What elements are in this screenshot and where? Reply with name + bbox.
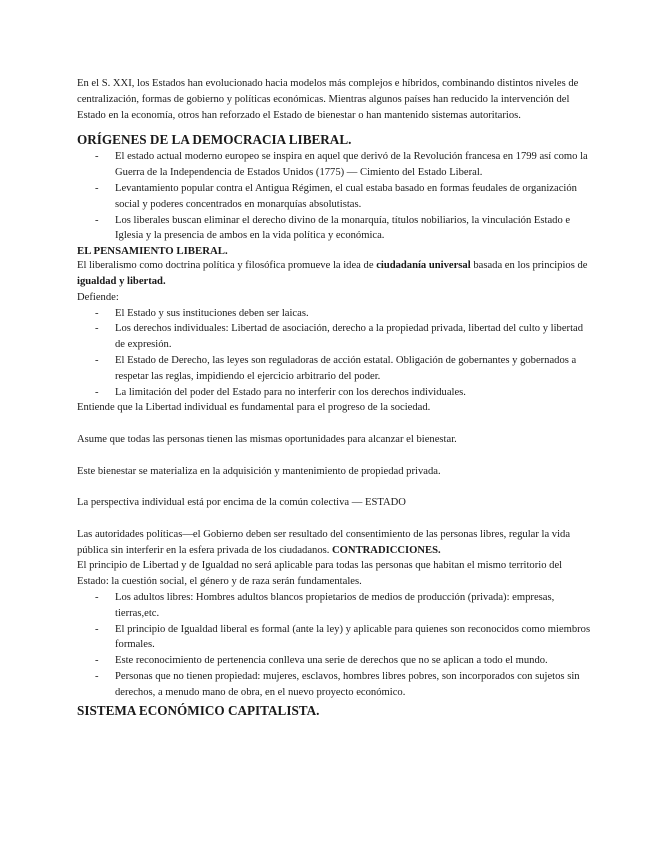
libertad-paragraph: Entiende que la Libertad individual es fundamental para el progreso de la sociedad. bbox=[77, 402, 431, 414]
principio-paragraph: El principio de Libertad y de Igualdad no será aplicable para todas las personas que habitan el mismo territorio del Estado: la cuestión social, el género y de raza serán fundamentales. bbox=[77, 560, 563, 588]
origenes-list bbox=[77, 149, 595, 244]
contradicciones-bold: CONTRADICCIONES. bbox=[332, 544, 441, 556]
heading-pensamiento: EL PENSAMIENTO LIBERAL. bbox=[77, 245, 228, 258]
heading-origenes: ORÍGENES DE LA DEMOCRACIA LIBERAL. bbox=[77, 132, 352, 148]
defiende-list bbox=[77, 306, 595, 401]
heading-capitalista: SISTEMA ECONÓMICO CAPITALISTA. bbox=[77, 703, 320, 719]
list-item: - Los liberales buscan eliminar el derecho divino de la monarquía, títulos nobiliarios, la vinculación Estado e Iglesia y la presencia de ambos en la vida política y económica. bbox=[115, 213, 595, 245]
igualdad-bold: igualdad y libertad. bbox=[77, 275, 166, 287]
autoridades-paragraph: Las autoridades políticas—el Gobierno deben ser resultado del consentimiento de las personas libres, regular la vida pública sin interferir en la esfera privada de los ciudadanos. CONTRADICCIONES. bbox=[77, 528, 571, 556]
list-item: - Levantamiento popular contra el Antigua Régimen, el cual estaba basado en formas feudales de organización social y poderes concentrados en monarquías absolutistas. bbox=[115, 181, 595, 213]
ciudadania-bold: ciudadanía universal bbox=[376, 260, 471, 272]
liberalismo-paragraph: El liberalismo como doctrina política y filosófica promueve la idea de ciudadanía universal basada en los principios de igualdad y libertad. bbox=[77, 260, 588, 287]
list-item: - El Estado de Derecho, las leyes son reguladoras de acción estatal. Obligación de gobernantes y gobernados a respetar las reglas, impidiendo el ejercicio arbitrario del poder. bbox=[115, 353, 595, 385]
intro-paragraph: En el S. XXI, los Estados han evolucionado hacia modelos más complejos e híbridos, combinando distintos niveles de centralización, formas de gobierno y políticas económicas. Mientras algunos países han reducido la intervención del Estado en la economía, otros han reforzado el Estado de bienestar o han mantenido sistemas autoritarios. bbox=[77, 78, 579, 121]
list-item: - Los adultos libres: Hombres adultos blancos propietarios de medios de producción (privada): empresas, tierras,etc. bbox=[115, 590, 595, 622]
list-item: - El principio de Igualdad liberal es formal (ante la ley) y aplicable para quienes son reconocidos como miembros formales. bbox=[115, 622, 595, 654]
list-item: - El estado actual moderno europeo se inspira en aquel que derivó de la Revolución francesa en 1799 así como la Guerra de la Independencia de Estados Unidos (1775) — Cimiento del Estado Liberal. bbox=[115, 149, 595, 181]
list-item: - El Estado y sus instituciones deben ser laicas. bbox=[115, 306, 595, 322]
list-item: - Este reconocimiento de pertenencia conlleva una serie de derechos que no se aplican a todo el mundo. bbox=[115, 653, 595, 669]
list-item: - Los derechos individuales: Libertad de asociación, derecho a la propiedad privada, libertad del culto y libertad de expresión. bbox=[115, 321, 595, 353]
defiende-label: Defiende: bbox=[77, 291, 119, 303]
oportunidades-paragraph: Asume que todas las personas tienen las mismas oportunidades para alcanzar el bienestar. bbox=[77, 433, 457, 445]
bienestar-paragraph: Este bienestar se materializa en la adquisición y mantenimiento de propiedad privada. bbox=[77, 465, 441, 477]
contradicciones-list bbox=[77, 590, 595, 701]
list-item: - Personas que no tienen propiedad: mujeres, esclavos, hombres libres pobres, son incorporados con sujetos sin derechos, a menudo mano de obra, en el nuevo proyecto económico. bbox=[115, 669, 595, 701]
list-item: - La limitación del poder del Estado para no interferir con los derechos individuales. bbox=[115, 385, 595, 401]
perspectiva-paragraph: La perspectiva individual está por encima de la común colectiva — ESTADO bbox=[77, 497, 406, 509]
